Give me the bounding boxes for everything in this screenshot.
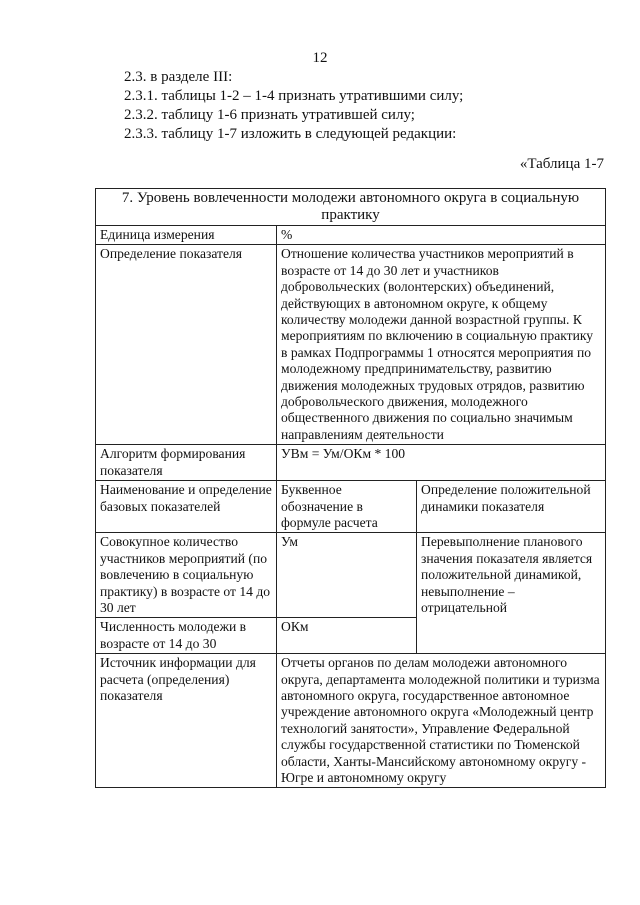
amendment-line: 2.3. в разделе III: bbox=[124, 69, 233, 85]
base-indicator-symbol: ОКм bbox=[277, 618, 417, 654]
definition-label: Определение показателя bbox=[96, 245, 277, 445]
base-indicator-symbol: Ум bbox=[277, 533, 417, 618]
amendment-text bbox=[124, 68, 463, 144]
dynamics-value: Перевыполнение планового значения показателя является положительной динамикой, невыполнение – отрицательной bbox=[417, 533, 606, 654]
table-title: 7. Уровень вовлеченности молодежи автономного округа в социальную практику bbox=[96, 189, 606, 226]
algorithm-label: Алгоритм формирования показателя bbox=[96, 445, 277, 481]
dynamics-header: Определение положительной динамики показателя bbox=[417, 481, 606, 533]
amendment-line: 2.3.3. таблицу 1-7 изложить в следующей редакции: bbox=[124, 126, 457, 142]
source-value: Отчеты органов по делам молодежи автономного округа, департамента молодежной политики и туризма автономного округа, государственное автономное учреждение автономного округа «Молодежный центр технологий занятости», Управление Федеральной службы государственной статистики по Тюменской области, Ханты-Мансийскому автономному округу - Югре и автономному округу bbox=[277, 654, 606, 788]
source-label: Источник информации для расчета (определения) показателя bbox=[96, 654, 277, 788]
unit-value: % bbox=[277, 226, 606, 245]
table-row bbox=[96, 445, 606, 481]
base-indicator-name: Совокупное количество участников мероприятий (по вовлечению в социальную практику) в возрасте от 14 до 30 лет bbox=[96, 533, 277, 618]
table-row bbox=[96, 245, 606, 445]
table-row bbox=[96, 481, 606, 533]
base-symbol-header: Буквенное обозначение в формуле расчета bbox=[277, 481, 417, 533]
unit-label: Единица измерения bbox=[96, 226, 277, 245]
base-name-header: Наименование и определение базовых показателей bbox=[96, 481, 277, 533]
table-row bbox=[96, 654, 606, 788]
amendment-line: 2.3.2. таблицу 1-6 признать утратившей силу; bbox=[124, 107, 415, 123]
base-indicator-name: Численность молодежи в возрасте от 14 до 30 bbox=[96, 618, 277, 654]
amendment-line: 2.3.1. таблицы 1-2 – 1-4 признать утратившими силу; bbox=[124, 88, 464, 104]
table-caption: «Таблица 1-7 bbox=[519, 156, 604, 172]
definition-value: Отношение количества участников мероприятий в возрасте от 14 до 30 лет и участников добровольческих (волонтерских) объединений, действующих в автономном округе, к общему количеству молодежи данной возрастной группы. К мероприятиям по включению в социальную практику в рамках Подпрограммы 1 относятся мероприятия по молодежному предпринимательству, развитию движения молодежных трудовых отрядов, развитию добровольческого движения, молодежного общественного движения по социально значимым направлениям деятельности bbox=[277, 245, 606, 445]
table-row bbox=[96, 226, 606, 245]
algorithm-value: УВм = Ум/ОКм * 100 bbox=[277, 445, 606, 481]
page-number: 12 bbox=[312, 50, 328, 66]
table-row bbox=[96, 189, 606, 226]
indicator-table bbox=[95, 188, 606, 788]
table-row bbox=[96, 533, 606, 618]
